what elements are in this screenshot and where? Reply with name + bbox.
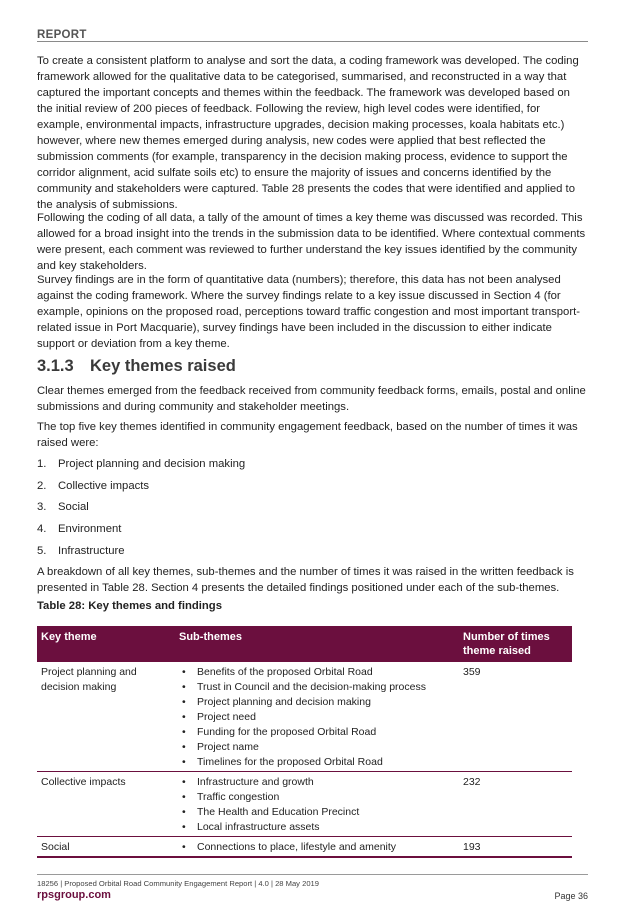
table-header-row <box>37 626 572 662</box>
sub-theme-item <box>179 665 455 680</box>
list-number: 5. <box>37 544 47 557</box>
list-item <box>37 478 245 500</box>
intro-paragraph-1 <box>37 53 588 213</box>
list-label: Project planning and decision making <box>58 458 246 470</box>
sub-theme-label: Funding for the proposed Orbital Road <box>197 726 377 738</box>
sub-theme-item <box>179 710 455 725</box>
bullet-icon: • <box>182 681 186 693</box>
bullet-icon: • <box>182 756 186 768</box>
list-label: Infrastructure <box>58 544 125 557</box>
list-number: 2. <box>37 479 47 492</box>
bullet-icon: • <box>182 806 186 818</box>
footer-meta: 18256 | Proposed Orbital Road Community Engagement Report | 4.0 | 28 May 2019 <box>37 879 319 888</box>
key-theme-cell: Collective impacts <box>37 772 175 837</box>
sub-theme-label: Project need <box>197 711 256 723</box>
bullet-icon: • <box>182 741 186 753</box>
sub-theme-item <box>179 840 455 855</box>
footer-site-link[interactable]: rpsgroup.com <box>37 889 111 901</box>
bullet-icon: • <box>182 791 186 803</box>
running-header-label: REPORT <box>37 29 87 41</box>
sub-theme-label: Project name <box>197 741 259 753</box>
sub-theme-item <box>179 695 455 710</box>
sub-themes-cell <box>175 837 459 858</box>
sub-themes-cell <box>175 772 459 837</box>
sub-theme-item <box>179 790 455 805</box>
list-label: Collective impacts <box>58 479 150 492</box>
sub-theme-label: The Health and Education Precinct <box>197 806 360 818</box>
sub-theme-label: Project planning and decision making <box>197 696 371 708</box>
list-number: 3. <box>37 501 47 514</box>
paragraph: The top five key themes identified in community engagement feedback, based on the number of times it was raised were: <box>37 421 578 449</box>
sub-theme-label: Traffic congestion <box>197 791 280 803</box>
sub-themes-list <box>179 775 455 835</box>
page-number: Page 36 <box>554 891 588 901</box>
section-number: 3.1.3 <box>37 357 74 375</box>
sub-theme-item <box>179 755 455 770</box>
column-header-key-theme: Key theme <box>37 626 175 662</box>
key-theme-cell: Social <box>37 837 175 858</box>
paragraph: To create a consistent platform to analyse and sort the data, a coding framework was developed. The coding framework allowed for the qualitative data to be categorised, summarised, and reconstructed in a way that captured the important concepts and themes within the feedback. The framework was developed based on the initial review of 200 pieces of feedback. Following the review, high level codes were identified, for example, environmental impacts, infrastructure upgrades, decision making processes, koala habitats etc.) however, where new themes emerged during analysis, new codes were applied that best reflected the submission comments (for example, transparency in the decision making process, evidence to support the corridor alignment, acid sulfate soils etc) to ensure the majority of issues and concerns identified by the community and stakeholders were captured. Table 28 presents the codes that were identified and applied to the analysis of submissions. <box>37 55 579 211</box>
sub-theme-item <box>179 680 455 695</box>
sub-theme-label: Trust in Council and the decision-making process <box>197 681 426 693</box>
table-row <box>37 662 572 772</box>
bullet-icon: • <box>182 696 186 708</box>
sub-themes-list <box>179 840 455 855</box>
key-themes-list <box>37 456 245 564</box>
bullet-icon: • <box>182 711 186 723</box>
key-theme-cell: Project planning and decision making <box>37 662 175 772</box>
table-row <box>37 837 572 858</box>
sub-themes-list <box>179 665 455 770</box>
key-themes-table <box>37 626 572 858</box>
list-item <box>37 521 245 543</box>
bullet-icon: • <box>182 841 186 853</box>
sub-theme-item <box>179 805 455 820</box>
count-cell: 193 <box>459 837 572 858</box>
list-label: Environment <box>58 523 122 536</box>
list-item <box>37 543 245 565</box>
list-item <box>37 456 245 478</box>
sub-theme-label: Benefits of the proposed Orbital Road <box>197 666 373 678</box>
sub-theme-label: Infrastructure and growth <box>197 776 314 788</box>
paragraph: A breakdown of all key themes, sub-themes and the number of times it was raised in the written feedback is presented in Table 28. Section 4 presents the detailed findings positioned under each of the sub-themes. <box>37 566 574 594</box>
list-item <box>37 499 245 521</box>
section-paragraph-1 <box>37 383 588 415</box>
intro-paragraph-3 <box>37 272 588 352</box>
paragraph: Survey findings are in the form of quantitative data (numbers); therefore, this data has not been analysed against the coding framework. Where the survey findings relate to a key issue discussed in Section 4 (for example, opinions on the proposed road, perceptions toward traffic congestion and most important transport-related issue in Port Macquarie), survey findings have been included in the discussion to either indicate support or deviation from a key theme. <box>37 274 580 350</box>
sub-theme-label: Connections to place, lifestyle and amenity <box>197 841 397 853</box>
closing-paragraph <box>37 564 588 596</box>
section-title: Key themes raised <box>90 357 236 375</box>
count-cell: 359 <box>459 662 572 772</box>
table-row <box>37 772 572 837</box>
sub-theme-item <box>179 820 455 835</box>
bullet-icon: • <box>182 776 186 788</box>
section-heading <box>37 357 236 376</box>
running-header <box>37 25 588 42</box>
list-number: 1. <box>37 458 47 470</box>
count-cell: 232 <box>459 772 572 837</box>
list-number: 4. <box>37 523 47 536</box>
paragraph: Following the coding of all data, a tally of the amount of times a key theme was discussed was recorded. This allowed for a broad insight into the trends in the submission data to be identified. Where contextual comments were present, each comment was reviewed to further understand the key issues identified by the community and key stakeholders. <box>37 212 586 272</box>
sub-theme-label: Timelines for the proposed Orbital Road <box>197 756 383 768</box>
column-header-count: Number of times theme raised <box>459 626 572 662</box>
bullet-icon: • <box>182 666 186 678</box>
sub-theme-item <box>179 740 455 755</box>
footer-divider <box>37 874 588 875</box>
table-caption: Table 28: Key themes and findings <box>37 600 222 612</box>
list-label: Social <box>58 501 89 514</box>
sub-theme-item <box>179 725 455 740</box>
column-header-sub-themes: Sub-themes <box>175 626 459 662</box>
bullet-icon: • <box>182 821 186 833</box>
paragraph: Clear themes emerged from the feedback received from community feedback forms, emails, postal and online submissions and during community and stakeholder meetings. <box>37 385 586 413</box>
intro-paragraph-2 <box>37 210 588 274</box>
bullet-icon: • <box>182 726 186 738</box>
section-paragraph-2 <box>37 419 588 451</box>
sub-theme-item <box>179 775 455 790</box>
sub-theme-label: Local infrastructure assets <box>197 821 320 833</box>
sub-themes-cell <box>175 662 459 772</box>
